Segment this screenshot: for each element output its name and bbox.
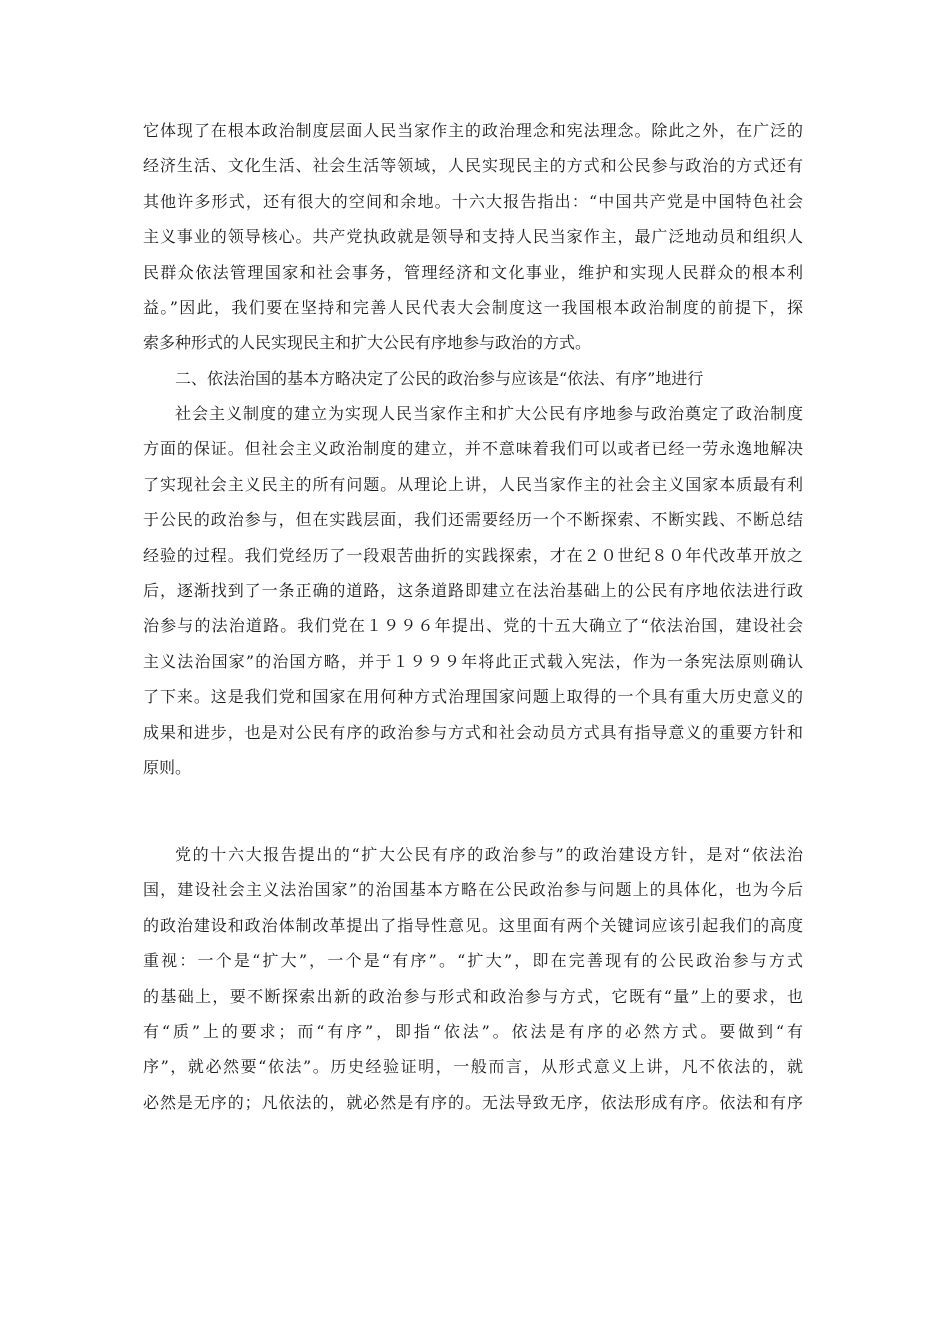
text-line: 必然是无序的；凡依法的，就必然是有序的。无法导致无序，依法形成有序。依法和有序 xyxy=(143,1092,803,1112)
paragraph-4 xyxy=(143,837,803,1120)
text-line: 它体现了在根本政治制度层面人民当家作主的政治理念和宪法理念。除此之外，在广泛的 xyxy=(143,121,803,140)
text-line: 主义事业的领导核心。共产党执政就是领导和支持人民当家作主，最广泛地动员和组织人 xyxy=(143,227,803,247)
paragraph-1 xyxy=(143,113,803,361)
text-line: 原则。 xyxy=(143,757,192,777)
text-line: 主义法治国家”的治国方略，并于１９９９年将此正式载入宪法，作为一条宪法原则确认 xyxy=(143,651,803,671)
text-line: 益。”因此，我们要在坚持和完善人民代表大会制度这一我国根本政治制度的前提下，探 xyxy=(143,297,803,317)
text-line: 民群众依法管理国家和社会事务，管理经济和文化事业，维护和实现人民群众的根本利 xyxy=(143,262,803,282)
text-line: 后，逐渐找到了一条正确的道路，这条道路即建立在法治基础上的公民有序地依法进行政 xyxy=(143,580,803,600)
paragraph-3 xyxy=(143,396,803,785)
text-line: 国，建设社会主义法治国家”的治国基本方略在公民政治参与问题上的具体化，也为今后 xyxy=(143,880,803,900)
text-line: 有“质”上的要求；而“有序”，即指“依法”。依法是有序的必然方式。要做到“有 xyxy=(143,1021,803,1041)
text-line: 经验的过程。我们党经历了一段艰苦曲折的实践探索，才在２０世纪８０年代改革开放之 xyxy=(143,545,803,565)
text-line: 的基础上，要不断探索出新的政治参与形式和政治参与方式，它既有“量”上的要求，也 xyxy=(143,986,803,1006)
text-line: 于公民的政治参与，但在实践层面，我们还需要经历一个不断探索、不断实践、不断总结 xyxy=(143,510,803,530)
text-line: 经济生活、文化生活、社会生活等领域，人民实现民主的方式和公民参与政治的方式还有 xyxy=(143,156,803,176)
text-line: 的政治建设和政治体制改革提出了指导性意见。这里面有两个关键词应该引起我们的高度 xyxy=(143,915,803,935)
text-line: 治参与的法治道路。我们党在１９９６年提出、党的十五大确立了“依法治国，建设社会 xyxy=(143,616,803,636)
text-line: 其他许多形式，还有很大的空间和余地。十六大报告指出：“中国共产党是中国特色社会 xyxy=(143,191,803,211)
section-heading xyxy=(143,361,803,396)
heading-text: 二、依法治国的基本方略决定了公民的政治参与应该是“依法、有序”地进行 xyxy=(175,369,704,388)
text-line: 党的十六大报告提出的“扩大公民有序的政治参与”的政治建设方针，是对“依法治 xyxy=(175,845,803,864)
text-line: 了下来。这是我们党和国家在用何种方式治理国家问题上取得的一个具有重大历史意义的 xyxy=(143,687,803,707)
text-line: 序”，就必然要“依法”。历史经验证明，一般而言，从形式意义上讲，凡不依法的，就 xyxy=(143,1057,803,1077)
text-line: 了实现社会主义民主的所有问题。从理论上讲，人民当家作主的社会主义国家本质最有利 xyxy=(143,474,803,494)
text-line: 社会主义制度的建立为实现人民当家作主和扩大公民有序地参与政治奠定了政治制度 xyxy=(175,404,803,423)
text-line: 方面的保证。但社会主义政治制度的建立，并不意味着我们可以或者已经一劳永逸地解决 xyxy=(143,439,803,459)
text-line: 重视：一个是“扩大”，一个是“有序”。“扩大”，即在完善现有的公民政治参与方式 xyxy=(143,951,803,971)
text-line: 索多种形式的人民实现民主和扩大公民有序地参与政治的方式。 xyxy=(143,333,592,353)
text-line: 成果和进步，也是对公民有序的政治参与方式和社会动员方式具有指导意义的重要方针和 xyxy=(143,722,803,742)
